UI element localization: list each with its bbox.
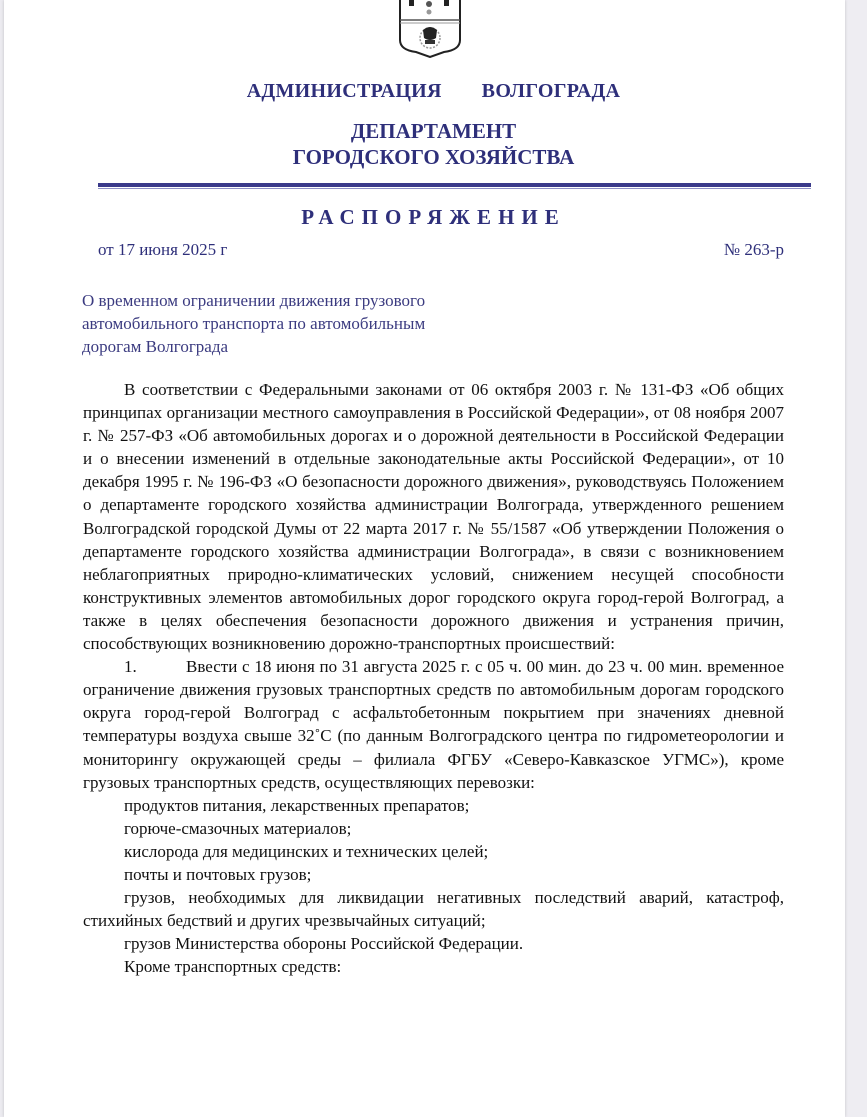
- document-subject: О временном ограничении движения грузового автомобильного транспорта по автомобильным дорогам Волгограда: [82, 291, 426, 356]
- item-1-paragraph: [83, 655, 784, 794]
- exception-item: кислорода для медицинских и технических целей;: [124, 841, 489, 861]
- document-body: [83, 378, 784, 978]
- closing-line: Кроме транспортных средств:: [124, 957, 342, 977]
- header-rule-thin: [98, 188, 811, 189]
- document-number: № 263-р: [723, 240, 784, 259]
- volgograd-coat-of-arms-icon: [396, 0, 464, 58]
- document-date: от 17 июня 2025 г: [98, 240, 228, 259]
- item-1-text: Ввести с 18 июня по 31 августа 2025 г. с 05 ч. 00 мин. до 23 ч. 00 мин. временное ограничение движения грузовых транспортных средств по автомобильным дорогам городского округа город-герой Волгоград с асфальтобетонным покрытием при значениях дневной температуры воздуха свыше 32˚С (по данным Волгоградского центра по гидрометеорологии и мониторингу окружающей среды – филиала ФГБУ «Северо-Кавказское УГМС»), кроме грузовых транспортных средств, осуществляющих перевозки:: [83, 657, 784, 792]
- header-rule-thick: [98, 183, 811, 187]
- exception-item: грузов, необходимых для ликвидации негативных последствий аварий, катастроф, стихийных бедствий и других чрезвычайных ситуаций;: [83, 888, 784, 931]
- exception-item: почты и почтовых грузов;: [124, 864, 312, 884]
- document-title: РАСПОРЯЖЕНИЕ: [301, 205, 566, 229]
- preamble-paragraph: В соответствии с Федеральными законами от 06 октября 2003 г. № 131-ФЗ «Об общих принципах организации местного самоуправления в Российской Федерации», от 08 ноября 2007 г. № 257-ФЗ «Об автомобильных дорогах и о дорожной деятельности в Российской Федерации и о внесении изменений в отдельные законодательные акты Российской Федерации», от 10 декабря 1995 г. № 196-ФЗ «О безопасности дорожного движения», руководствуясь Положением о департаменте городского хозяйства администрации Волгограда, утвержденного решением Волгоградской городской Думы от 22 марта 2017 г. № 55/1587 «Об утверждении Положения о департаменте городского хозяйства администрации Волгограда», в связи с возникновением неблагоприятных природно-климатических условий, снижением несущей способности конструктивных элементов автомобильных дорог городского округа город-герой Волгоград, а также в целях обеспечения безопасности дорожного движения и устранения причин, способствующих возникновению дорожно-транспортных происшествий:: [83, 380, 784, 654]
- department-line-1: ДЕПАРТАМЕНТ: [350, 119, 517, 143]
- item-1-number: 1.: [124, 657, 137, 677]
- exception-item: продуктов питания, лекарственных препаратов;: [124, 795, 470, 815]
- exception-item: горюче-смазочных материалов;: [124, 818, 352, 838]
- department-line-2: ГОРОДСКОГО ХОЗЯЙСТВА: [292, 145, 575, 169]
- administration-header: АДМИНИСТРАЦИЯ ВОЛГОГРАДА: [246, 80, 621, 102]
- department-header: [0, 118, 867, 170]
- exception-item: грузов Министерства обороны Российской Федерации.: [124, 934, 524, 954]
